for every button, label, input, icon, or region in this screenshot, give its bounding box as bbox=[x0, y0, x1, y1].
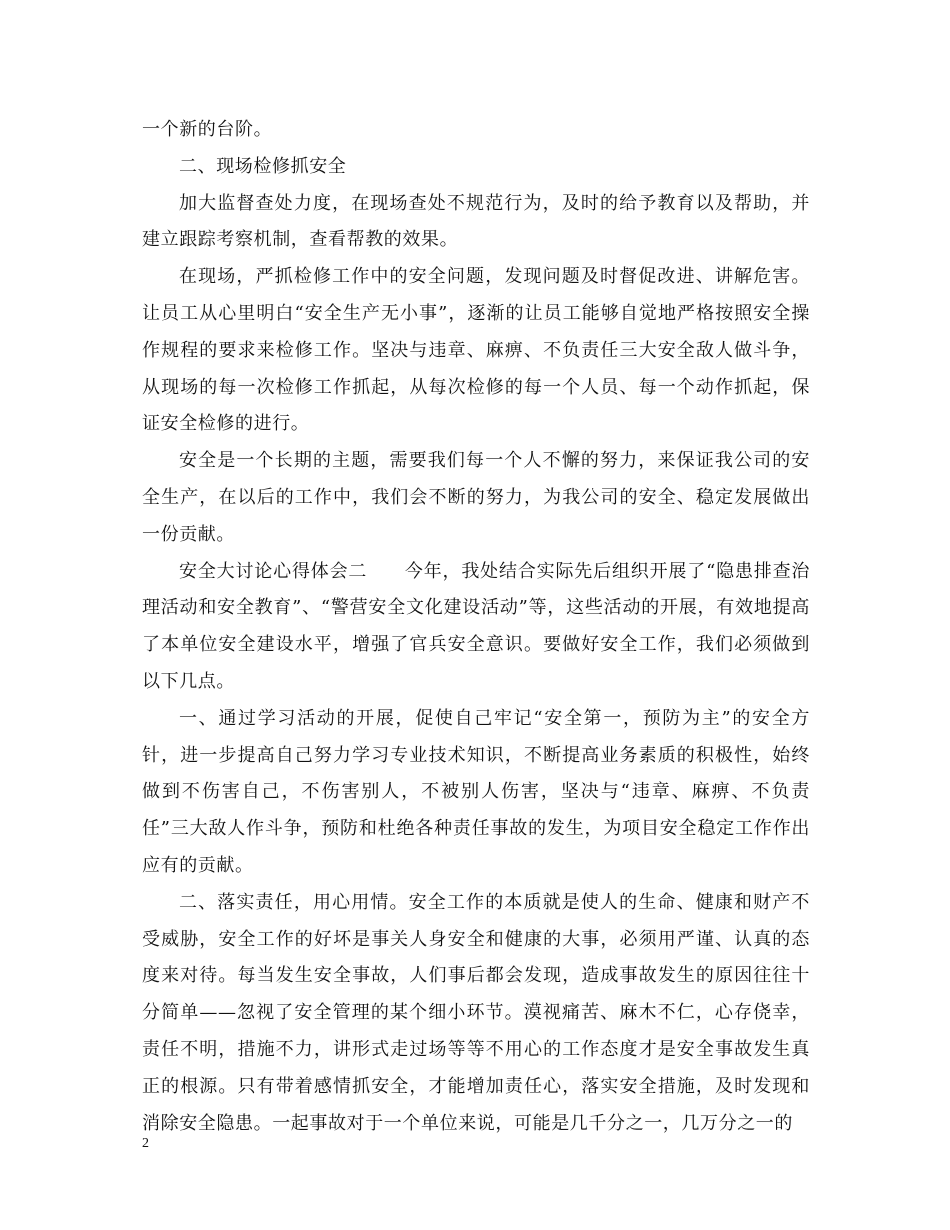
paragraph-1: 一个新的台阶。 bbox=[142, 119, 273, 140]
document-body bbox=[142, 112, 810, 1142]
paragraph-5: 安全是一个长期的主题，需要我们每一个人不懈的努力，来保证我公司的安全生产，在以后的工作中，我们会不断的努力，为我公司的安全、稳定发展做出一份贡献。 bbox=[142, 450, 810, 545]
page-number: 2 bbox=[142, 1136, 149, 1151]
paragraph-4: 在现场，严抓检修工作中的安全问题，发现问题及时督促改进、讲解危害。让员工从心里明白“安全生产无小事”，逐渐的让员工能够自觉地严格按照安全操作规程的要求来检修工作。坚决与违章、麻痹、不负责任三大安全敌人做斗争，从现场的每一次检修工作抓起，从每次检修的每一个人员、每一个动作抓起，保证安全检修的进行。 bbox=[142, 266, 810, 435]
paragraph-6: 安全大讨论心得体会二 今年，我处结合实际先后组织开展了“隐患排查治理活动和安全教育”、“警营安全文化建设活动”等，这些活动的开展，有效地提高了本单位安全建设水平，增强了官兵安全意识。要做好安全工作，我们必须做到以下几点。 bbox=[142, 560, 810, 692]
heading-on-site-maintenance: 二、现场检修抓安全 bbox=[179, 155, 347, 177]
paragraph-7: 一、通过学习活动的开展，促使自己牢记“安全第一，预防为主”的安全方针，进一步提高自己努力学习专业技术知识，不断提高业务素质的积极性，始终做到不伤害自己，不伤害别人，不被别人伤害，坚决与“违章、麻痹、不负责任”三大敌人作斗争，预防和杜绝各种责任事故的发生，为项目安全稳定工作作出应有的贡献。 bbox=[142, 707, 810, 876]
paragraph-3: 加大监督查处力度，在现场查处不规范行为，及时的给予教育以及帮助，并建立跟踪考察机制，查看帮教的效果。 bbox=[142, 192, 810, 251]
paragraph-8: 二、落实责任，用心用情。安全工作的本质就是使人的生命、健康和财产不受威胁，安全工作的好坏是事关人身安全和健康的大事，必须用严谨、认真的态度来对待。每当发生安全事故，人们事后都会发现，造成事故发生的原因往往十分简单——忽视了安全管理的某个细小环节。漠视痛苦、麻木不仁，心存侥幸，责任不明，措施不力，讲形式走过场等等不用心的工作态度才是安全事故发生真正的根源。只有带着感情抓安全，才能增加责任心，落实安全措施，及时发现和消除安全隐患。一起事故对于一个单位来说，可能是几千分之一，几万分之一的 bbox=[142, 891, 810, 1134]
